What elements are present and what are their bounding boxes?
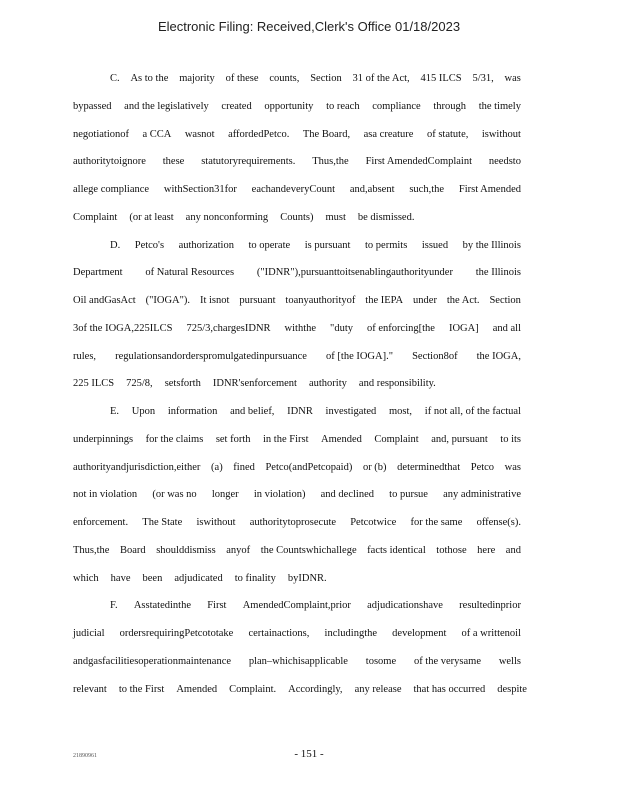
word: any release — [354, 683, 402, 695]
word: ordersrequiringPetcototake — [119, 628, 234, 639]
word: information — [167, 406, 218, 417]
word: that has occurred — [413, 683, 486, 695]
word: eachandeveryCount — [251, 184, 336, 195]
word: fined — [233, 461, 255, 473]
word: of [the IOGA]." — [326, 350, 394, 362]
text-line — [73, 319, 521, 347]
text-line — [73, 125, 521, 153]
word: created — [221, 100, 252, 112]
paragraph — [73, 596, 527, 707]
word: opportunity — [264, 100, 314, 112]
text-line — [73, 180, 521, 208]
word: "duty — [330, 322, 354, 334]
document-id: 21890961 — [73, 753, 97, 759]
word: and the legislatively — [124, 100, 209, 112]
word: iswithout — [196, 517, 236, 528]
text-line — [73, 374, 521, 402]
word: tosome — [365, 655, 397, 667]
word: not in violation — [73, 489, 138, 501]
word: and,absent — [349, 184, 395, 195]
word: have — [110, 572, 131, 584]
word: longer — [211, 489, 239, 501]
word: As to the — [130, 73, 169, 84]
text-line — [73, 569, 521, 597]
word: the timely — [478, 100, 521, 112]
word: needsto — [488, 156, 521, 168]
word: the IOGA, — [476, 350, 521, 362]
word: regulationsandorderspromulgatedinpursuance — [115, 350, 307, 362]
word: 415 ILCS — [420, 73, 462, 84]
word: authorityandjurisdiction,either — [73, 461, 201, 473]
word: any nonconforming — [185, 211, 269, 223]
word: for the same — [410, 517, 463, 528]
word: Petco(andPetcopaid) — [265, 461, 353, 473]
word: to finality — [234, 572, 276, 584]
word: relevant — [73, 683, 107, 695]
word: setsforth — [164, 378, 201, 390]
word: 3of the IOGA,225ILCS — [73, 322, 173, 334]
filing-header: Electronic Filing: Received,Clerk's Office 01/18/2023 — [157, 19, 461, 34]
word: Amended — [176, 683, 218, 695]
word: adjudicationshave — [367, 600, 443, 612]
word: of the verysame — [413, 655, 481, 667]
word: and responsibility. — [358, 378, 436, 390]
word: authoritytoignore — [73, 156, 146, 168]
text-line — [73, 485, 521, 513]
word: the Act. — [446, 295, 480, 306]
word: resultedinprior — [459, 600, 521, 612]
document-body — [73, 69, 527, 707]
word: counts, — [269, 73, 300, 84]
word: 31 of the Act, — [352, 73, 410, 84]
text-line — [73, 624, 521, 652]
word: adjudicated — [174, 572, 223, 584]
word: byIDNR. — [287, 572, 327, 584]
word: development — [392, 628, 447, 639]
text-line — [73, 513, 521, 541]
word: shoulddismiss — [156, 544, 216, 556]
word: IDNR — [287, 406, 313, 417]
text-line — [73, 430, 521, 458]
word: The State — [142, 517, 183, 528]
word: and — [505, 544, 521, 556]
word: First Amended — [458, 184, 521, 195]
word: (or at least — [129, 211, 174, 223]
word: offense(s). — [476, 517, 521, 528]
word: AmendedComplaint,prior — [242, 600, 351, 612]
word: includingthe — [324, 628, 378, 639]
word: Asstatedinthe — [133, 600, 191, 612]
word: of enforcing[the — [367, 322, 435, 334]
word: to pursue — [389, 489, 428, 501]
word: if not all, of the factual — [424, 406, 521, 417]
word: enforcement. — [73, 517, 129, 528]
word: toanyauthorityof — [285, 295, 356, 306]
word: judicial — [73, 628, 105, 639]
word: rules, — [73, 350, 97, 362]
word: or (b) — [362, 461, 387, 473]
word: anyof — [226, 544, 251, 556]
word: been — [142, 572, 163, 584]
word: majority — [179, 73, 215, 84]
word: despite — [497, 683, 527, 695]
word: ("IDNR"),pursuanttoitsenablingauthorityunder — [256, 267, 453, 279]
paragraph — [73, 236, 521, 403]
word: authorization — [178, 239, 234, 251]
word: Accordingly, — [288, 683, 343, 695]
word: wasnot — [184, 128, 215, 140]
word: Petco's — [134, 239, 165, 251]
word: and, pursuant — [431, 433, 488, 445]
word: Department — [73, 267, 123, 279]
word: The Board, — [302, 128, 351, 140]
text-line — [73, 458, 521, 486]
word: such,the — [409, 184, 445, 195]
word: through — [433, 100, 467, 112]
word: authoritytoprosecute — [249, 517, 337, 528]
word: underpinnings — [73, 433, 134, 445]
word: was — [504, 73, 521, 84]
text-line — [73, 652, 521, 680]
word: any administrative — [443, 489, 521, 501]
word: F. — [110, 600, 118, 612]
text-line — [73, 596, 521, 624]
word: 725/3,chargesIDNR — [186, 322, 271, 334]
word: set forth — [215, 433, 251, 445]
word: 725/8, — [126, 378, 153, 390]
word: here — [477, 544, 496, 556]
word: (a) — [211, 461, 223, 473]
word: these — [162, 156, 185, 168]
word: IOGA] — [448, 322, 479, 334]
word: to permits — [365, 239, 408, 251]
word: and belief, — [230, 406, 275, 417]
word: D. — [110, 239, 121, 251]
word: be dismissed. — [357, 211, 415, 223]
word: wells — [498, 655, 521, 667]
word: Petcotwice — [350, 517, 397, 528]
word: It isnot — [199, 295, 230, 306]
word: of statute, — [426, 128, 469, 140]
word: to its — [500, 433, 521, 445]
word: Section — [489, 295, 521, 306]
text-line — [73, 152, 521, 180]
word: C. — [110, 73, 120, 84]
word: must — [325, 211, 346, 223]
text-line — [73, 97, 521, 125]
page-number: - 151 - — [294, 748, 324, 760]
word: withthe — [284, 322, 317, 334]
word: statutoryrequirements. — [201, 156, 296, 168]
word: Amended — [321, 433, 362, 445]
text-line — [73, 69, 521, 97]
word: plan–whichisapplicable — [248, 655, 348, 667]
word: Section — [310, 73, 342, 84]
word: Section8of — [412, 350, 458, 362]
word: negotiationof — [73, 128, 129, 140]
word: compliance — [372, 100, 421, 112]
word: E. — [110, 406, 120, 417]
word: allege compliance — [73, 184, 150, 195]
word: Upon — [131, 406, 156, 417]
word: 5/31, — [472, 73, 494, 84]
word: to reach — [326, 100, 360, 112]
word: in violation) — [253, 489, 306, 501]
word: was — [504, 461, 521, 473]
text-line — [73, 236, 521, 264]
text-line — [73, 291, 521, 319]
word: to the First — [118, 683, 165, 695]
word: which — [73, 572, 99, 584]
word: Petco — [470, 461, 495, 473]
word: 225 ILCS — [73, 378, 115, 390]
word: investigated — [325, 406, 377, 417]
word: Thus,the — [312, 156, 349, 168]
word: Complaint — [73, 211, 118, 223]
word: and all — [492, 322, 521, 334]
word: the Countswhichallege — [260, 544, 357, 556]
word: withSection31for — [163, 184, 237, 195]
word: andgasfacilitiesoperationmaintenance — [73, 655, 232, 667]
text-line — [73, 541, 521, 569]
word: First — [207, 600, 227, 612]
word: most, — [389, 406, 413, 417]
word: Oil andGasAct — [73, 295, 136, 306]
word: is pursuant — [304, 239, 351, 251]
word: (or was no — [152, 489, 197, 501]
word: First AmendedComplaint — [365, 156, 473, 168]
word: of these — [225, 73, 259, 84]
word: certainactions, — [248, 628, 310, 639]
word: of Natural Resources — [145, 267, 235, 279]
word: tothose — [436, 544, 467, 556]
word: by the Illinois — [462, 239, 521, 251]
text-line — [73, 347, 521, 375]
word: Thus,the — [73, 544, 110, 556]
word: IDNR'senforcement — [212, 378, 297, 390]
word: the Illinois — [475, 267, 521, 279]
word: bypassed — [73, 100, 112, 112]
word: Complaint — [374, 433, 419, 445]
word: of a writtenoil — [461, 628, 521, 639]
text-line — [73, 680, 527, 708]
word: issued — [421, 239, 449, 251]
word: Counts) — [280, 211, 314, 223]
word: facts identical — [367, 544, 426, 556]
word: to operate — [248, 239, 291, 251]
paragraph — [73, 402, 521, 596]
word: the IEPA — [365, 295, 404, 306]
text-line — [73, 402, 521, 430]
word: iswithout — [481, 128, 521, 140]
word: determinedthat — [397, 461, 461, 473]
text-line — [73, 263, 521, 291]
word: pursuant — [239, 295, 276, 306]
word: a CCA — [142, 128, 172, 140]
word: in the First — [263, 433, 309, 445]
word: asa creature — [363, 128, 414, 140]
word: Board — [119, 544, 146, 556]
word: for the claims — [145, 433, 204, 445]
word: under — [413, 295, 437, 306]
word: ("IOGA"). — [145, 295, 191, 306]
word: and declined — [320, 489, 374, 501]
paragraph — [73, 69, 521, 236]
word: authority — [308, 378, 347, 390]
word: affordedPetco. — [228, 128, 290, 140]
text-line — [73, 208, 521, 236]
word: Complaint. — [229, 683, 277, 695]
